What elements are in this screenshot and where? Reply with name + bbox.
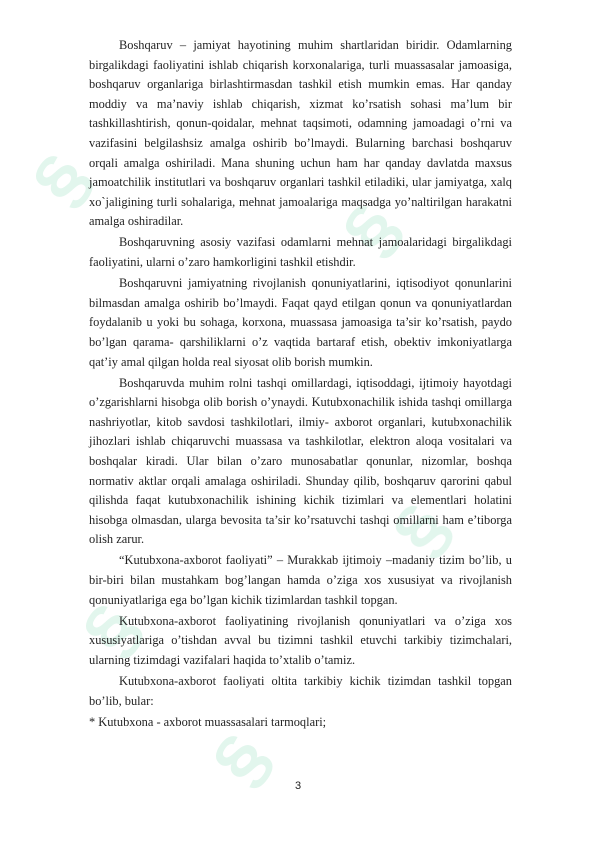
svg-text:§: § <box>67 590 157 670</box>
document-body <box>89 36 512 734</box>
paragraph: Kutubxona-axborot faoliyati oltita tarkibiy kichik tizimdan tashkil topgan bo’lib, bular: <box>89 674 512 708</box>
svg-text:§: § <box>17 140 107 220</box>
svg-text:§: § <box>197 720 287 800</box>
paragraph: Boshqaruvning asosiy vazifasi odamlarni mehnat jamoalaridagi birgalikdagi faoliyatini, ularni o’zaro hamkorligini tashkil etishdir. <box>89 235 512 270</box>
paragraph: Boshqaruv – jamiyat hayotining muhim shartlaridan biridir. Odamlarning birgalikdagi faoliyatini ishlab chiqarish korxonalariga, turli muassasalar jamoasiga, boshqaruv organlariga birlashtirmasdan tashkil etish mumkin emas. Har qanday moddiy va ma’naviy ishlab chiqarish, xizmat ko’rsatish sohasi ma’lum bir tashkillashtirish, qonun-qoidalar, mehnat taqsimoti, odamning jamoadagi o’rni va vazifasini belgilashsiz amalga oshirib bo’lmaydi. Bularning barchasi boshqaruv orqali amalga oshiriladi. Mana shuning uchun ham har qanday davlatda maxsus jamoatchilik institutlari va boshqaruv organlari tashkil etiladiki, ular jamiyatga, xalq xo`jaligining turli sohalariga, mehnat jamoalariga maqsadga yo’naltirilgan harakatni amalga oshiradilar. <box>89 38 512 229</box>
svg-text:§: § <box>377 490 467 570</box>
list-item: * Kutubxona - axborot muassasalari tarmoqlari; <box>89 714 327 729</box>
paragraph: Kutubxona-axborot faoliyatining rivojlanish qonuniyatlari va o’ziga xos xususiyatlariga o’tishdan avval bu tizimni tashkil etuvchi tarkibiy tizimchalari, ularning tizimdagi vazifalari haqida to’xtalib o’tamiz. <box>89 613 512 667</box>
page-number: 3 <box>294 780 302 792</box>
paragraph: Boshqaruvni jamiyatning rivojlanish qonuniyatlarini, iqtisodiyot qonunlarini bilmasdan amalga oshirib bo’lmaydi. Faqat qayd etilgan qonun va qonuniyatlardan foydalanib u yoki bu sohaga, korxona, muassasa jamoasiga ta’sir ko’rsatish, paydo bo’lgan qarama- qarshiliklarni o’z vaqtida bartaraf etish, obektiv imkoniyatlarga qat’iy amal qilgan holda real siyosat olib borish mumkin. <box>89 276 512 369</box>
paragraph: Boshqaruvda muhim rolni tashqi omillardagi, iqtisoddagi, ijtimoiy hayotdagi o’zgarishlarni hisobga olib borish o’ynaydi. Kutubxonachilik ishida tashqi omillarga nashriyotlar, kitob savdosi tashkilotlari, ilmiy- axborot organlari, kutubxonachilik jihozlari ishlab chiqaruvchi muassasa va tashkilotlar, elektron aloqa vositalari va boshqalar kiradi. Ular bilan o’zaro munosabatlar qonunlar, nizomlar, boshqa normativ aktlar orqali amalaga oshiriladi. Shunday qilib, boshqaruv qarorini qabul qilishda faqat kutubxonachilik ishining kichik tizimlari va elementlari holatini hisobga olmasdan, ularga bevosita ta’sir ko’rsatuvchi tashqi omillarni ham e’tiborga olish zarur. <box>89 375 512 547</box>
paragraph: “Kutubxona-axborot faoliyati” – Murakkab ijtimoiy –madaniy tizim bo’lib, u bir-biri bilan mustahkam bog’langan hamda o’ziga xos xususiyat va rivojlanish qonuniyatlariga ega bo’lgan kichik tizimlardan tashkil topgan. <box>89 553 512 607</box>
svg-text:§: § <box>327 190 417 270</box>
